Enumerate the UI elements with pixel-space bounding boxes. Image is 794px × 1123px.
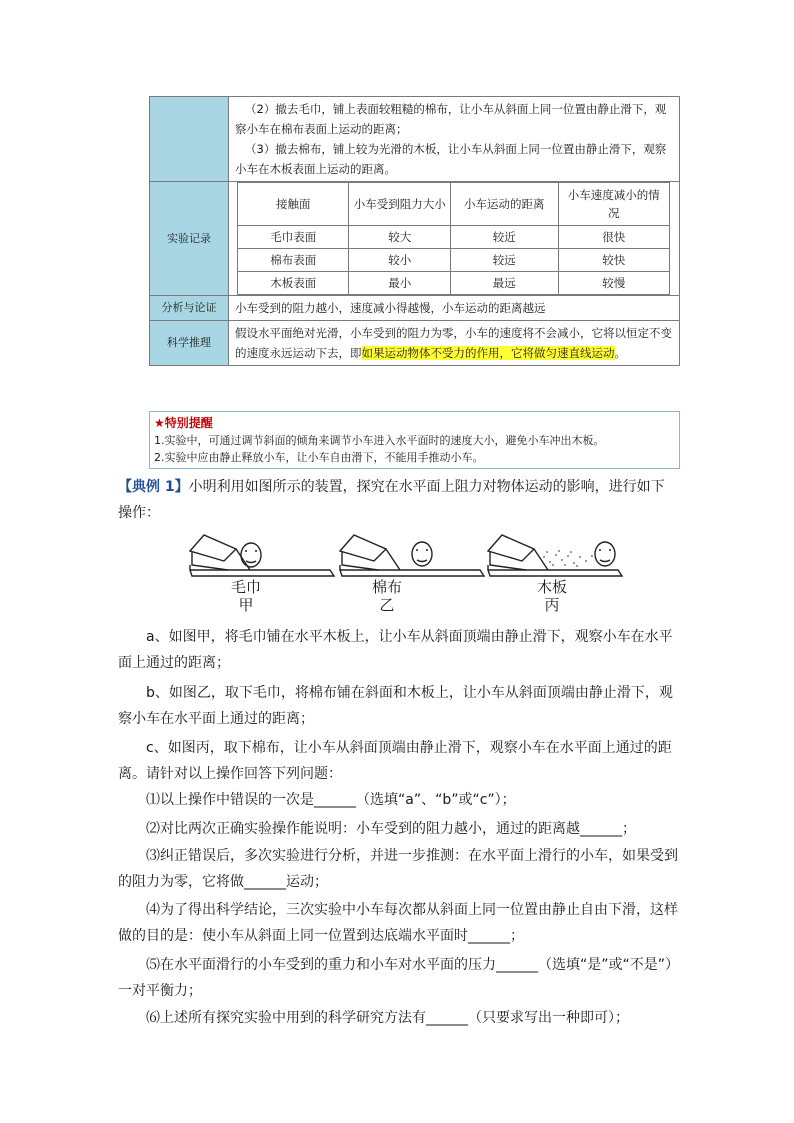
- reasoning-cell: [229, 321, 680, 366]
- reasoning-end: 。: [614, 346, 626, 360]
- table-cell: 较快: [558, 249, 669, 272]
- table-cell: 较远: [451, 249, 559, 272]
- table-cell: 棉布表面: [238, 249, 349, 272]
- step-3-text: （3）撤去棉布，铺上较为光滑的木板，让小车从斜面上同一位置由静止滑下，观察小车在木板表面上运动的距离。: [235, 142, 667, 176]
- header-cell: 小车速度减小的情况: [558, 183, 669, 226]
- figure-label-bing: 丙: [544, 596, 560, 614]
- reminder-line-2: 2.实验中应由静止释放小车，让小车自由滑下，不能用手推动小车。: [154, 451, 484, 464]
- figure-label-yi: 乙: [379, 596, 395, 614]
- example-intro: [118, 474, 678, 526]
- reminder-title: ★特别提醒: [154, 416, 213, 430]
- operation-b: b、如图乙，取下毛巾，将棉布铺在斜面和木板上，让小车从斜面顶端由静止滑下，观察小车在水平面上通过的距离；: [118, 685, 673, 727]
- special-reminder-box: [149, 411, 680, 469]
- table-cell: 毛巾表面: [238, 226, 349, 249]
- record-label: 实验记录: [150, 182, 229, 296]
- reminder-line-1: 1.实验中，可通过调节斜面的倾角来调节小车进入水平面时的速度大小，避免小车冲出木板。: [154, 434, 605, 447]
- record-header-row: [238, 183, 670, 226]
- example-intro-text: 小明利用如图所示的装置，探究在水平面上阻力对物体运动的影响，进行如下操作：: [118, 479, 665, 521]
- header-cell: 小车受到阻力大小: [349, 183, 451, 226]
- steps-label-cell: [150, 97, 229, 182]
- reasoning-row: [150, 321, 680, 366]
- table-cell: 较近: [451, 226, 559, 249]
- figure-label-yi-surface: 棉布: [371, 578, 402, 596]
- question-5: ⑸在水平面滑行的小车受到的重力和小车对水平面的压力______（选填“是”或“不是”）一对平衡力；: [118, 957, 673, 999]
- figure-label-jia: 甲: [238, 596, 254, 614]
- table-cell: 较大: [349, 226, 451, 249]
- figure-label-jia-surface: 毛巾: [230, 578, 261, 596]
- analysis-label: 分析与论证: [150, 296, 229, 321]
- reasoning-label: 科学推理: [150, 321, 229, 366]
- table-cell: 最小: [349, 272, 451, 295]
- question-2: ⑵对比两次正确实验操作能说明：小车受到的阻力越小，通过的距离越______；: [146, 821, 636, 837]
- reasoning-highlight: 如果运动物体不受力的作用，它将做匀速直线运动: [361, 346, 615, 360]
- table-cell: 木板表面: [238, 272, 349, 295]
- question-1: ⑴以上操作中错误的一次是______（选填“a”、“b”或“c”）；: [146, 792, 516, 808]
- record-table: [237, 182, 670, 295]
- table-row: [238, 226, 670, 249]
- header-cell: 小车运动的距离: [451, 183, 559, 226]
- question-6: ⑹上述所有探究实验中用到的科学研究方法有______（只要求写出一种即可）；: [146, 1010, 629, 1026]
- header-cell: 接触面: [238, 183, 349, 226]
- operation-a: a、如图甲，将毛巾铺在水平木板上，让小车从斜面顶端由静止滑下，观察小车在水平面上通过的距离；: [118, 629, 673, 671]
- step-2-text: （2）撤去毛巾，铺上表面较粗糙的棉布，让小车从斜面上同一位置由静止滑下，观察小车在棉布表面上运动的距离；: [235, 102, 667, 136]
- table-row: [238, 272, 670, 295]
- figure-label-bing-surface: 木板: [536, 578, 567, 596]
- table-cell: 较慢: [558, 272, 669, 295]
- reasoning-text: 假设水平面绝对光滑，小车受到的阻力为零，小车的速度将不会减小，它将以恒定不变的速度永远运动下去，即: [235, 326, 672, 360]
- steps-row: [150, 97, 680, 182]
- example-tag: 【典例 1】: [118, 479, 189, 495]
- analysis-row: [150, 296, 680, 321]
- record-cell: [229, 182, 680, 296]
- experiment-figure: [188, 527, 623, 619]
- operation-c: c、如图丙，取下棉布，让小车从斜面顶端由静止滑下，观察小车在水平面上通过的距离。请针对以上操作回答下列问题：: [118, 740, 672, 782]
- steps-cell: [229, 97, 680, 182]
- table-row: [238, 249, 670, 272]
- analysis-text: 小车受到的阻力越小，速度减小得越慢，小车运动的距离越远: [229, 296, 680, 321]
- table-cell: 较小: [349, 249, 451, 272]
- table-cell: 最远: [451, 272, 559, 295]
- question-3: ⑶纠正错误后，多次实验进行分析，并进一步推测：在水平面上滑行的小车，如果受到的阻力为零，它将做______运动；: [118, 848, 678, 890]
- table-cell: 很快: [558, 226, 669, 249]
- question-4: ⑷为了得出科学结论，三次实验中小车每次都从斜面上同一位置由静止自由下滑，这样做的目的是：使小车从斜面上同一位置到达底端水平面时______；: [118, 902, 678, 944]
- record-row: [150, 182, 680, 296]
- experiment-table: [149, 96, 680, 366]
